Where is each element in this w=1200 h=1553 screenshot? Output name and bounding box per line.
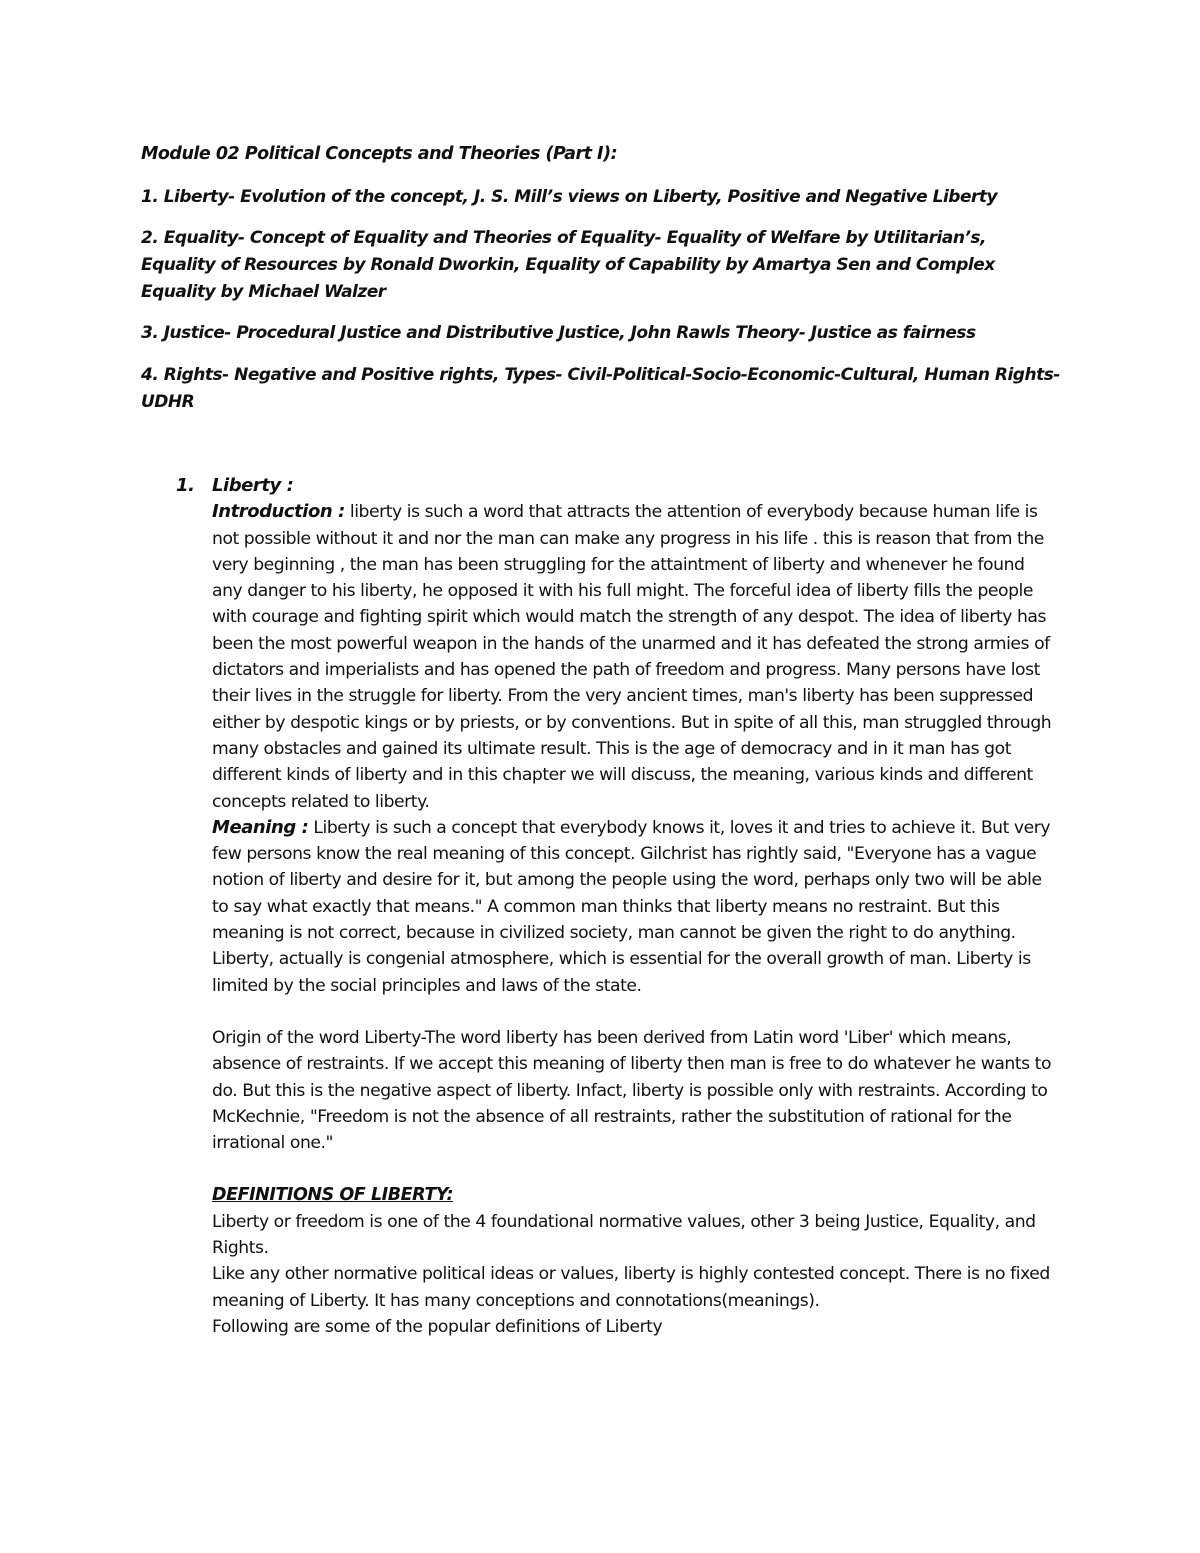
introduction-text: liberty is such a word that attracts the attention of everybody because human life is not possible without it and nor the man can make any progress in his life . this is reason that from the very beginning , the man has been struggling for the attaintment of liberty and whenever he found any danger to his liberty, he opposed it with his full might. The forceful idea of liberty fills the people with courage and fighting spirit which would match the strength of any despot. The idea of liberty has been the most powerful weapon in the hands of the unarmed and it has defeated the strong armies of dictators and imperialists and has opened the path of freedom and progress. Many persons have lost their lives in the struggle for liberty. From the very ancient times, man's liberty has been suppressed either by despotic kings or by priests, or by conventions. But in spite of all this, man struggled through many obstacles and gained its ultimate result. This is the age of democracy and in it man has got different kinds of liberty and in this chapter we will discuss, the meaning, various kinds and different concepts related to liberty. [212, 502, 1052, 812]
section-title: Liberty : [212, 475, 294, 496]
section-number: 1. [176, 475, 195, 496]
syllabus-item-rights: 4. Rights- Negative and Positive rights, Types- Civil-Political-Socio-Economic-Cultural, Human Rights- UDHR [141, 365, 1060, 412]
syllabus-item-equality: 2. Equality- Concept of Equality and Theories of Equality- Equality of Welfare by Utilitarian’s, Equality of Resources by Ronald Dworkin, Equality of Capability by Amartya Sen and Complex Equality by Michael Walzer [141, 228, 995, 302]
definitions-heading: DEFINITIONS OF LIBERTY: [212, 1185, 454, 1206]
meaning-text: Liberty is such a concept that everybody knows it, loves it and tries to achieve it. But very few persons know the real meaning of this concept. Gilchrist has rightly said, "Everyone has a vague notion of liberty and desire for it, but among the people using the word, perhaps only two will be able to say what exactly that means." A common man thinks that liberty means no restraint. But this meaning is not correct, because in civilized society, man cannot be given the right to do anything. Liberty, actually is congenial atmosphere, which is essential for the overall growth of man. Liberty is limited by the social principles and laws of the state. [212, 817, 1051, 996]
liberty-section [176, 473, 1056, 1340]
introduction-paragraph [212, 499, 1056, 815]
definitions-paragraph: Following are some of the popular definitions of Liberty [212, 1316, 663, 1337]
meaning-label: Meaning : [212, 816, 309, 838]
section-title-line [212, 473, 1056, 499]
syllabus-item-liberty: 1. Liberty- Evolution of the concept, J. S. Mill’s views on Liberty, Positive and Negative Liberty [141, 187, 998, 207]
introduction-label: Introduction : [212, 501, 345, 523]
section-body [212, 473, 1056, 1340]
origin-paragraph: Origin of the word Liberty-The word liberty has been derived from Latin word 'Liber' which means, absence of restraints. If we accept this meaning of liberty then man is free to do whatever he wants to do. But this is the negative aspect of liberty. Infact, liberty is possible only with restraints. According to McKechnie, "Freedom is not the absence of all restraints, rather the substitution of rational for the irrational one." [212, 1027, 1052, 1154]
syllabus-item-justice: 3. Justice- Procedural Justice and Distributive Justice, John Rawls Theory- Justice as fairness [141, 323, 976, 343]
definitions-paragraph: Liberty or freedom is one of the 4 foundational normative values, other 3 being Justice, Equality, and Rights. [212, 1211, 1036, 1259]
spacer [212, 999, 1056, 1025]
spacer [212, 1156, 1056, 1182]
module-title: Module 02 Political Concepts and Theories (Part I): [141, 144, 618, 164]
definitions-paragraph: Like any other normative political ideas or values, liberty is highly contested concept. There is no fixed meaning of Liberty. It has many conceptions and connotations(meanings). [212, 1264, 1050, 1311]
meaning-paragraph [212, 815, 1056, 999]
definitions-heading-line [212, 1182, 1056, 1208]
